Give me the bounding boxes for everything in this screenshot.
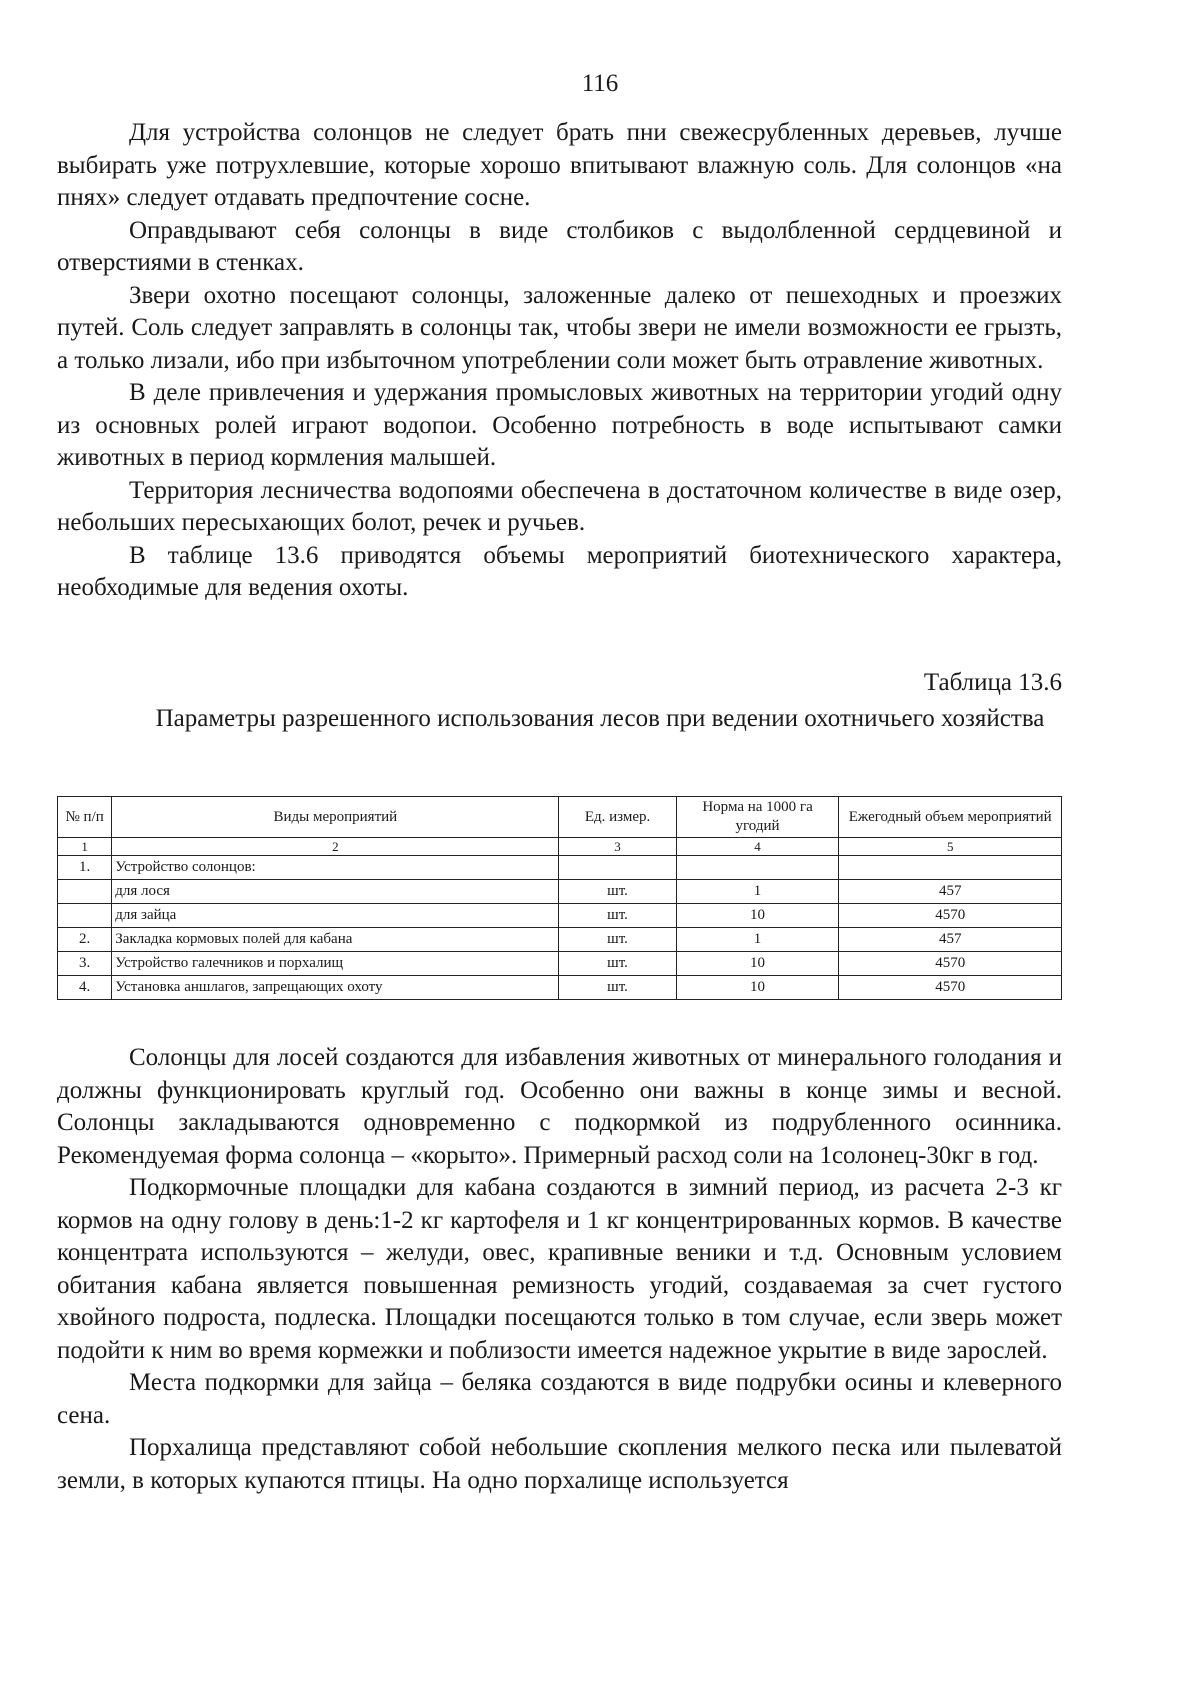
paragraph: В деле привлечения и удержания промысловых животных на территории угодий одну из основных ролей играют водопои. Особенно потребность в воде испытывают самки животных в период кормления малышей. [57,379,1062,471]
annual-volume-cell [839,856,1062,880]
column-number-cell: 4 [676,838,839,856]
table-row [58,880,1062,904]
paragraph: Территория лесничества водопоями обеспечена в достаточном количестве в виде озер, небольших пересыхающих болот, речек и ручьев. [57,476,1062,536]
table-header-row [58,797,1062,838]
activity-cell: Устройство солонцов: [112,856,559,880]
text-block-bottom [57,1042,1062,1497]
unit-cell: шт. [559,976,676,1000]
activity-cell: Закладка кормовых полей для кабана [112,928,559,952]
column-number-row [58,838,1062,856]
annual-volume-cell: 4570 [839,904,1062,928]
column-number-cell: 3 [559,838,676,856]
norm-cell: 10 [676,952,839,976]
norm-cell [676,856,839,880]
norm-cell: 1 [676,880,839,904]
table-row [58,904,1062,928]
table-row [58,952,1062,976]
annual-volume-cell: 457 [839,928,1062,952]
activities-table [57,796,1062,1000]
unit-cell: шт. [559,880,676,904]
annual-volume-cell: 4570 [839,976,1062,1000]
row-number-cell: 4. [58,976,112,1000]
unit-cell: шт. [559,952,676,976]
column-number-cell: 5 [839,838,1062,856]
paragraph: Для устройства солонцов не следует брать пни свежесрубленных деревьев, лучше выбирать уже потрухлевшие, которые хорошо впитывают влажную соль. Для солонцов «на пнях» следует отдавать предпочтение сосне. [57,119,1062,211]
header-cell: № п/п [58,797,112,838]
page-number: 116 [581,70,619,97]
paragraph: Оправдывают себя солонцы в виде столбиков с выдолбленной сердцевиной и отверстиями в стенках. [57,216,1062,276]
table-container [57,796,1062,1003]
text-block-top [57,117,1062,605]
paragraph: Солонцы для лосей создаются для избавления животных от минерального голодания и должны функционировать круглый год. Особенно они важны в конце зимы и весной. Солонцы закладываются одновременно с подкормкой из подрубленного осинника. Рекомендуемая форма солонца – «корыто». Примерный расход соли на 1солонец-30кг в год. [57,1044,1062,1169]
table-row [58,928,1062,952]
table-row [58,976,1062,1000]
header-cell: Виды мероприятий [112,797,559,838]
header-cell: Норма на 1000 га угодий [676,797,839,838]
activity-cell: для зайца [112,904,559,928]
column-number-cell: 2 [112,838,559,856]
row-number-cell: 2. [58,928,112,952]
row-number-cell [58,904,112,928]
header-cell: Ед. измер. [559,797,676,838]
unit-cell: шт. [559,928,676,952]
unit-cell [559,856,676,880]
column-number-cell: 1 [58,838,112,856]
paragraph: Порхалища представляют собой небольшие скопления мелкого песка или пылеватой земли, в которых купаются птицы. На одно порхалище используется [57,1434,1062,1494]
annual-volume-cell: 4570 [839,952,1062,976]
paragraph: В таблице 13.6 приводятся объемы мероприятий биотехнического характера, необходимые для ведения охоты. [57,541,1062,601]
table-row [58,856,1062,880]
unit-cell: шт. [559,904,676,928]
activity-cell: Установка аншлагов, запрещающих охоту [112,976,559,1000]
table-title: Параметры разрешенного использования лесов при ведении охотничьего хозяйства [155,705,1045,732]
paragraph: Места подкормки для зайца – беляка создаются в виде подрубки осины и клеверного сена. [57,1369,1062,1429]
norm-cell: 10 [676,976,839,1000]
annual-volume-cell: 457 [839,880,1062,904]
row-number-cell [58,880,112,904]
paragraph: Подкормочные площадки для кабана создаются в зимний период, из расчета 2-3 кг кормов на одну голову в день:1-2 кг картофеля и 1 кг концентрированных кормов. В качестве концентрата используются – желуди, овес, крапивные веники и т.д. Основным условием обитания кабана является повышенная ремизность угодий, создаваемая за счет густого хвойного подроста, подлеска. Площадки посещаются только в том случае, если зверь может подойти к ним во время кормежки и поблизости имеется надежное укрытие в виде зарослей. [57,1174,1062,1364]
norm-cell: 1 [676,928,839,952]
row-number-cell: 3. [58,952,112,976]
paragraph: Звери охотно посещают солонцы, заложенные далеко от пешеходных и проезжих путей. Соль следует заправлять в солонцы так, чтобы звери не имели возможности ее грызть, а только лизали, ибо при избыточном употреблении соли может быть отравление животных. [57,281,1062,374]
table-number-label: Таблица 13.6 [923,669,1062,696]
header-cell: Ежегодный объем мероприятий [839,797,1062,838]
activity-cell: для лося [112,880,559,904]
activity-cell: Устройство галечников и порхалищ [112,952,559,976]
row-number-cell: 1. [58,856,112,880]
norm-cell: 10 [676,904,839,928]
